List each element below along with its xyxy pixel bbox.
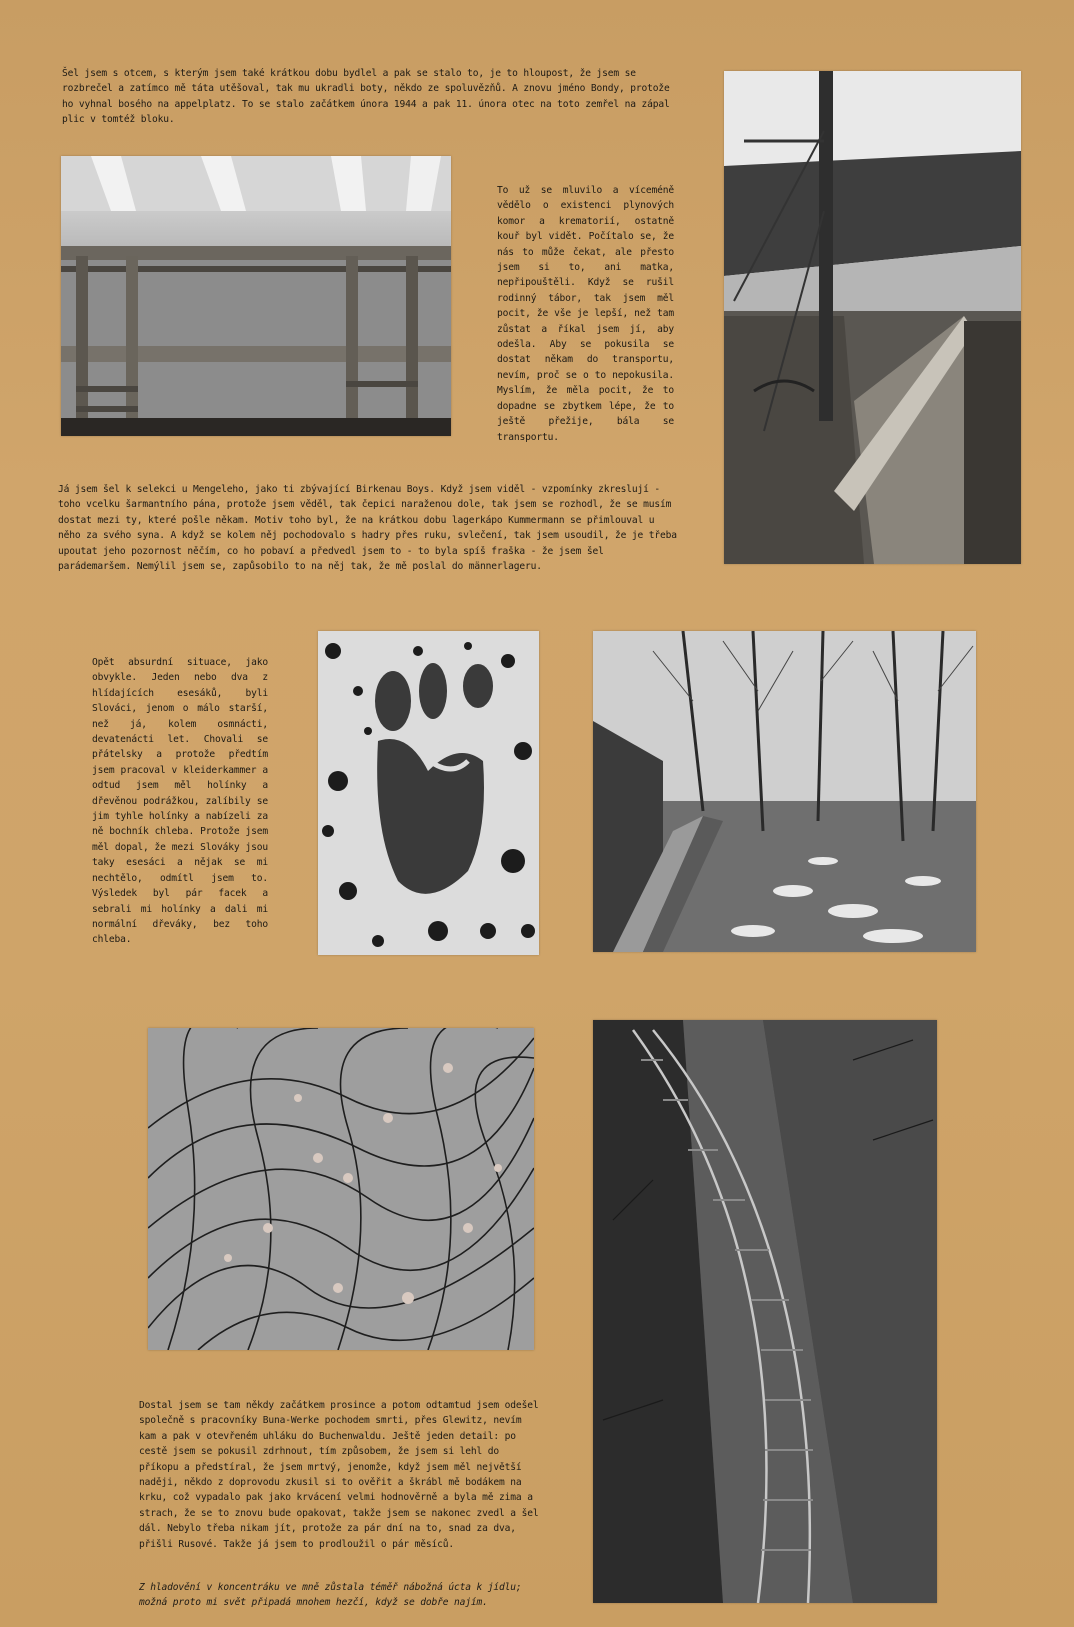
photo-crematorium-wall	[724, 71, 1021, 564]
paragraph-slovak-guards: Opět absurdní situace, jako obvykle. Jeden nebo dva z hlídajících esesáků, byli Slováci, jenom o málo starší, než já, kolem osmnácti, devatenácti let. Chovali se přátelsky a protože předtím jsem pracoval v kleiderkammer a odtud jsem měl holínky a dřevěnou podrážkou, zalíbily se jim tyhle holínky a nabízeli za ně bochník chleba. Protože jsem měl dopal, že mezi Slováky jsou taky esesáci a nějak se mi nechtělo, odmítl jsem to. Výsledek byl pár facek a sebrali mi holínky a dali mi normální dřeváky, bez toho chleba.	[92, 657, 268, 946]
paragraph-food-reverence: Z hladovění v koncentráku ve mně zůstala téměř nábožná úcta k jídlu; možná proto mi svět připadá mnohem hezčí, když se dobře najím.	[139, 1582, 522, 1609]
paragraph-mengele-selection: Já jsem šel k selekci u Mengeleho, jako ti zbývající Birkenau Boys. Když jsem viděl - vzpomínky zkreslují - toho vcelku šarmantního pána, protože jsem věděl, tak čepici naraženou dole, tak jsem se rozhodl, že se musím dostat mezi ty, které pošle někam. Motiv toho byl, že na krátkou dobu lagerkápo Kummermann se přimlouval u něho za svého syna. A když se kolem něj pochodovalo s hadry přes ruku, svlečení, tak jsem usoudil, že je třeba upoutat jeho pozornost něčím, co ho pobaví a předvedl jsem to - to byla spíš fraška - že jsem šel parádemaršem. Nemýlil jsem se, zapůsobilo to na něj tak, že mě poslal do männerlageru.	[58, 484, 677, 573]
photo-winter-forest	[593, 631, 976, 952]
paragraph-death-march: Dostal jsem se tam někdy začátkem prosince a potom odtamtud jsem odešel společně s pracovníky Buna-Werke pochodem smrti, přes Glewitz, nevím kam a pak v otevřeném uhláku do Buchenwaldu. Ještě jeden detail: po cestě jsem se pokusil zdrhnout, tím způsobem, že jsem si lehl do příkopu a předstíral, že jsem mrtvý, jenomže, když jsem měl největší naději, někdo z doprovodu zkusil si to ověřit a škrábl mě bodákem na krku, což vypadalo pak jako krvácení velmi hodnověrně a byla mě zima a strach, že se to znovu bude opakovat, takže jsem se nakonec zvedl a šel dál. Nebylo třeba nikam jít, protože za pár dní na to, snad za dva, přišli Rusové. Takže já jsem to prodloužil o pár měsíců.	[139, 1400, 539, 1550]
paragraph-father-boots: Šel jsem s otcem, s kterým jsem také krátkou dobu bydlel a pak se stalo to, je to hloupost, že jsem se rozbrečel a zatímco mě táta utěšoval, tak mu ukradli boty, někdo ze spoluvězňů. A znovu jméno Bondy, protože ho vyhnal bosého na appelplatz. To se stalo začátkem února 1944 a pak 11. února otec na toto zemřel na zápal plic v tomtéž bloku.	[62, 68, 670, 126]
photo-handprint	[318, 631, 539, 955]
photo-barracks-bunks	[61, 156, 451, 436]
photo-railway-tracks	[593, 1020, 937, 1603]
photo-bare-branches	[148, 1028, 534, 1350]
paragraph-gas-chambers: To už se mluvilo a víceméně vědělo o existenci plynových komor a krematorií, ostatně kouř byl vidět. Počítalo se, že nás to může čekat, ale přesto jsem si to, ani matka, nepřipouštěli. Když se rušil rodinný tábor, tak jsem měl pocit, že vše je lepší, než tam zůstat a říkal jsem jí, aby odešla. Aby se pokusila se dostat někam do transportu, nevím, proč se o to nepokusila. Myslím, že měla pocit, že to dopadne se zbytkem lépe, že to ještě přežije, bála se transportu.	[497, 185, 674, 443]
